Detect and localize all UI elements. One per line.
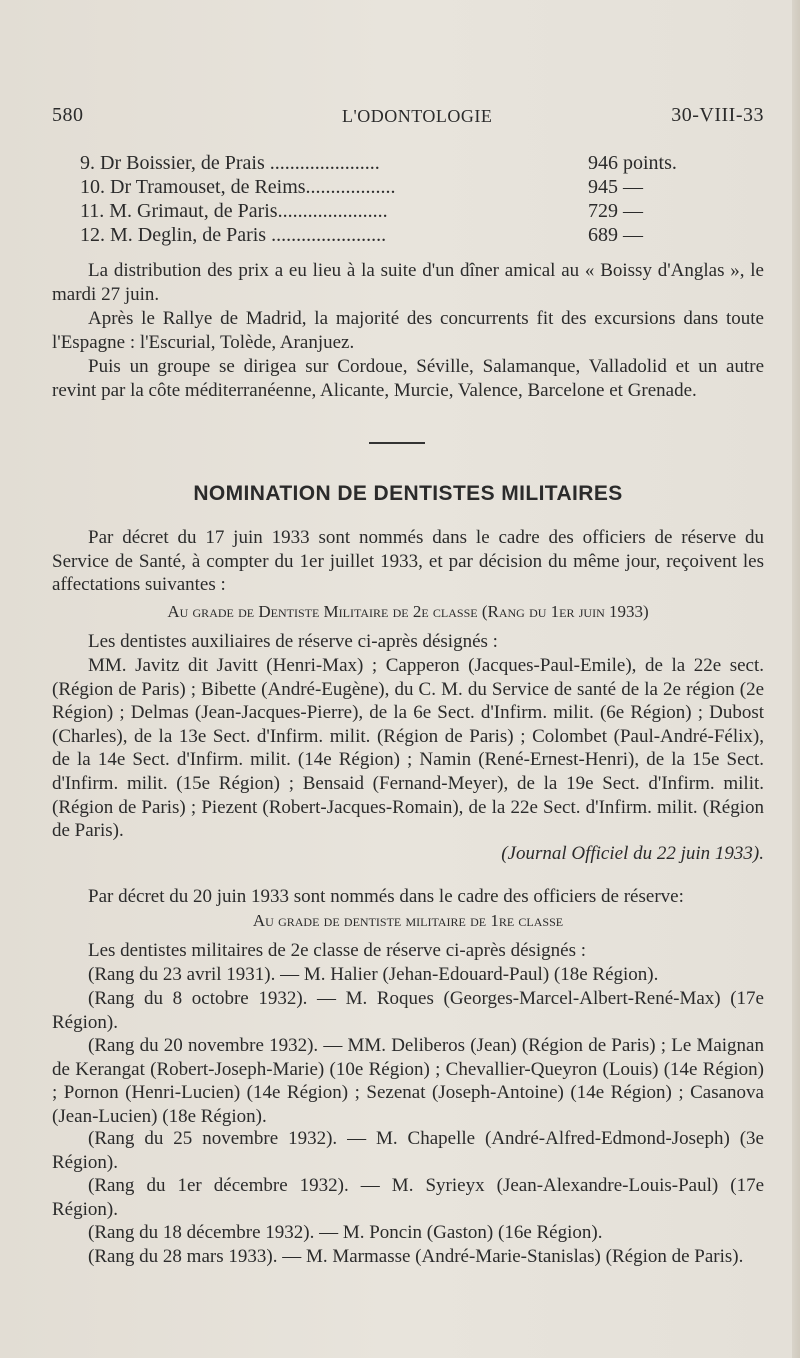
rank-entry: (Rang du 8 octobre 1932). — M. Roques (Georges-Marcel-Albert-René-Max) (17e Région). (52, 988, 764, 1033)
page-number: 580 (52, 104, 84, 126)
running-header (52, 104, 764, 134)
grade-title: Au grade de Dentiste Militaire de 2e classe (Rang du 1er juin 1933) (167, 602, 649, 621)
paragraph: Après le Rallye de Madrid, la majorité des concurrents fit des excursions dans toute l'Espagne : l'Escurial, Tolède, Aranjuez. (52, 308, 764, 353)
rank-entry: (Rang du 25 novembre 1932). — M. Chapelle (André-Alfred-Edmond-Joseph) (3e Région). (52, 1128, 764, 1173)
decree-paragraph: Par décret du 20 juin 1933 sont nommés dans le cadre des officiers de réserve: (88, 886, 684, 907)
ranking-row (80, 224, 680, 248)
ranking-row (80, 176, 680, 200)
ranking-name: 12. M. Deglin, de Paris ....................... (80, 224, 387, 246)
page-edge-shadow (792, 0, 800, 1358)
rank-entry: (Rang du 18 décembre 1932). — M. Poncin (Gaston) (16e Région). (88, 1222, 603, 1243)
decree-paragraph: Par décret du 17 juin 1933 sont nommés dans le cadre des officiers de réserve du Service de Santé, à compter du 1er juillet 1933, et par décision du même jour, reçoivent les affectations suivantes : (52, 527, 764, 596)
ranking-score: 729 — (588, 200, 643, 222)
nomination-list: MM. Javitz dit Javitt (Henri-Max) ; Capperon (Jacques-Paul-Emile), de la 22e sect. (Région de Paris) ; Bibette (André-Eugène), du C. M. du Service de santé de la 2e région (2e Région) ; Delmas (Jean-Jacques-Pierre), de la 6e Sect. d'Infirm. milit. (6e Région) ; Dubost (Charles), de la 13e Sect. d'Infirm. milit. (Région de Paris) ; Colombet (Paul-André-Félix), de la 14e Sect. d'Infirm. milit. (14e Région) ; Namin (René-Ernest-Henri), de la 15e Sect. d'Infirm. milit. (15e Région) ; Bensaid (Fernand-Meyer), de la 19e Sect. d'Infirm. milit. (Région de Paris) ; Piezent (Robert-Jacques-Romain), de la 22e Sect. d'Infirm. milit. (Région de Paris). (52, 655, 764, 842)
ranking-score: 946 points. (588, 152, 677, 174)
section-heading: NOMINATION DE DENTISTES MILITAIRES (193, 482, 623, 505)
source-text: (Journal Officiel du 22 juin 1933). (501, 843, 764, 864)
rank-entry: (Rang du 20 novembre 1932). — MM. Deliberos (Jean) (Région de Paris) ; Le Maignan de Kerangat (Robert-Joseph-Marie) (10e Région) ; Chevallier-Queyron (Louis) (14e Région) ; Pornon (Henri-Lucien) (14e Région) ; Sezenat (Joseph-Antoine) (14e Région) ; Casanova (Jean-Lucien) (18e Région). (52, 1035, 764, 1127)
rank-entry: (Rang du 23 avril 1931). — M. Halier (Jehan-Edouard-Paul) (18e Région). (88, 964, 659, 985)
source-citation (52, 842, 764, 866)
ranking-score: 945 — (588, 176, 643, 198)
ranking-row (80, 152, 680, 176)
ranking-name: 10. Dr Tramouset, de Reims.................. (80, 176, 396, 198)
issue-date: 30-VIII-33 (671, 104, 764, 126)
ranking-name: 11. M. Grimaut, de Paris...................... (80, 200, 388, 222)
rank-entry: (Rang du 28 mars 1933). — M. Marmasse (André-Marie-Stanislas) (Région de Paris). (88, 1246, 744, 1267)
ranking-name: 9. Dr Boissier, de Prais ...................... (80, 152, 380, 174)
paragraph: Puis un groupe se dirigea sur Cordoue, Séville, Salamanque, Valladolid et un autre revint par la côte méditerranéenne, Alicante, Murcie, Valence, Barcelone et Grenade. (52, 356, 764, 401)
ranking-row (80, 200, 680, 224)
rank-entry: (Rang du 1er décembre 1932). — M. Syrieyx (Jean-Alexandre-Louis-Paul) (17e Région). (52, 1175, 764, 1220)
journal-title: L'ODONTOLOGIE (342, 106, 493, 126)
paragraph: Les dentistes militaires de 2e classe de réserve ci-après désignés : (88, 940, 587, 961)
paragraph: La distribution des prix a eu lieu à la suite d'un dîner amical au « Boissy d'Anglas », le mardi 27 juin. (52, 260, 764, 305)
grade-title: Au grade de dentiste militaire de 1re classe (252, 911, 564, 930)
ranking-score: 689 — (588, 224, 643, 246)
paragraph: Les dentistes auxiliaires de réserve ci-après désignés : (88, 631, 498, 652)
section-divider (369, 442, 425, 444)
